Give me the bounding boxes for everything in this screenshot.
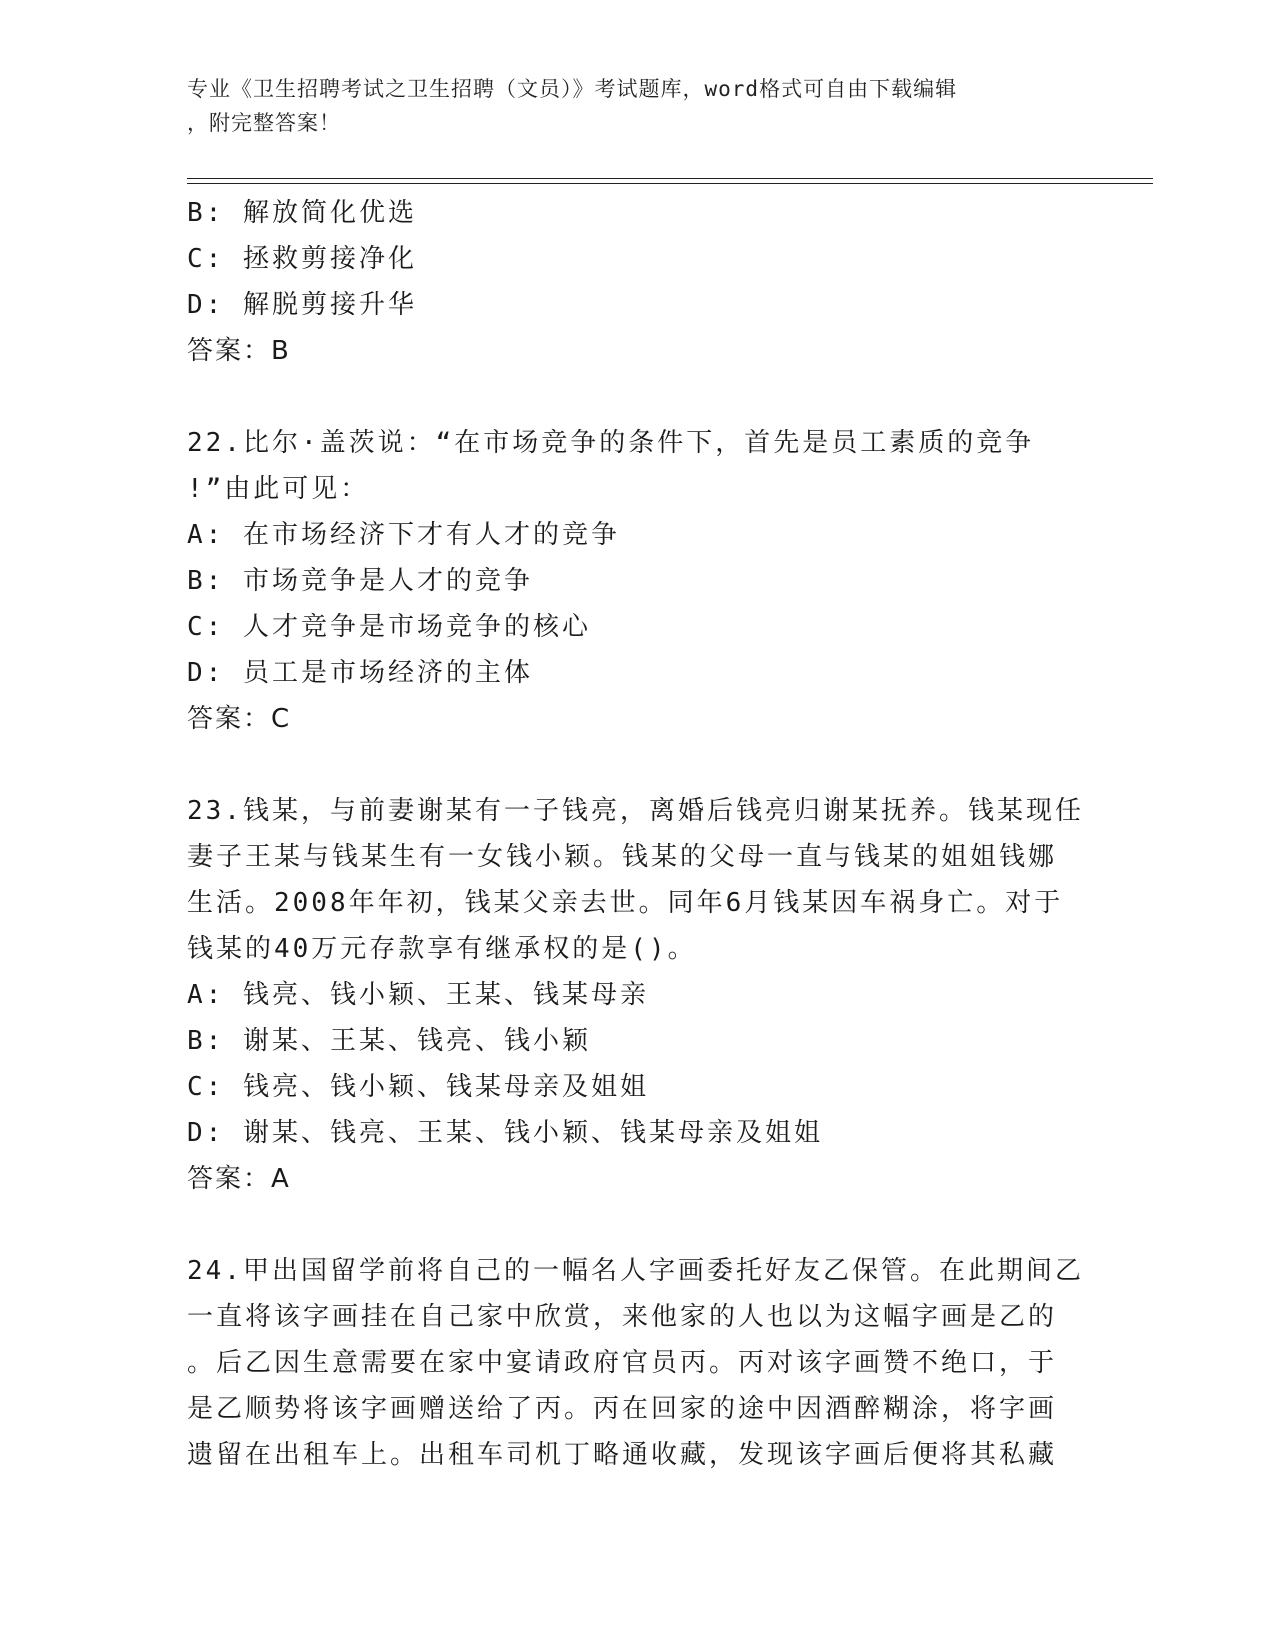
question-23 <box>187 788 1084 1202</box>
question-stem-line: 妻子王某与钱某生有一女钱小颖。钱某的父母一直与钱某的姐姐钱娜 <box>187 842 1058 872</box>
question-stem-line: 23.钱某，与前妻谢某有一子钱亮，离婚后钱亮归谢某抚养。钱某现任 <box>187 796 1084 826</box>
question-stem-line: !”由此可见： <box>187 474 370 504</box>
question-stem-line: 生活。2008年年初，钱某父亲去世。同年6月钱某因车祸身亡。对于 <box>187 888 1064 918</box>
question-stem-line: 是乙顺势将该字画赠送给了丙。丙在回家的途中因酒醉糊涂，将字画 <box>187 1394 1058 1424</box>
question-24 <box>187 1248 1084 1478</box>
question-stem-line: 。后乙因生意需要在家中宴请政府官员丙。丙对该字画赞不绝口，于 <box>187 1348 1058 1378</box>
option-d: D: 解脱剪接升华 <box>187 290 417 320</box>
document-body <box>187 190 1084 1478</box>
option-b: B: 解放简化优选 <box>187 198 417 228</box>
question-stem-line: 22.比尔·盖茨说：“在市场竞争的条件下，首先是员工素质的竞争 <box>187 428 1035 458</box>
answer-line: 答案：C <box>187 704 292 734</box>
question-21-tail <box>187 190 1077 374</box>
question-stem-line: 钱某的40万元存款享有继承权的是()。 <box>187 934 697 964</box>
option-a: A: 在市场经济下才有人才的竞争 <box>187 520 620 550</box>
header-line-2: ，附完整答案！ <box>187 111 341 135</box>
answer-line: 答案：B <box>187 336 291 366</box>
header-divider-top <box>187 178 1153 179</box>
option-d: D: 员工是市场经济的主体 <box>187 658 533 688</box>
question-stem-line: 24.甲出国留学前将自己的一幅名人字画委托好友乙保管。在此期间乙 <box>187 1256 1084 1286</box>
option-b: B: 市场竞争是人才的竞争 <box>187 566 533 596</box>
option-c: C: 钱亮、钱小颖、钱某母亲及姐姐 <box>187 1072 649 1102</box>
header-line-1: 专业《卫生招聘考试之卫生招聘（文员）》考试题库，word格式可自由下载编辑 <box>187 77 958 101</box>
option-c: C: 人才竞争是市场竞争的核心 <box>187 612 591 642</box>
option-c: C: 拯救剪接净化 <box>187 244 417 274</box>
option-b: B: 谢某、王某、钱亮、钱小颖 <box>187 1026 591 1056</box>
question-stem-line: 遗留在出租车上。出租车司机丁略通收藏，发现该字画后便将其私藏 <box>187 1440 1058 1470</box>
answer-line: 答案：A <box>187 1164 291 1194</box>
document-header <box>187 72 1077 140</box>
option-d: D: 谢某、钱亮、王某、钱小颖、钱某母亲及姐姐 <box>187 1118 823 1148</box>
header-divider-bottom <box>187 183 1153 184</box>
option-a: A: 钱亮、钱小颖、王某、钱某母亲 <box>187 980 649 1010</box>
question-22 <box>187 420 1077 742</box>
question-stem-line: 一直将该字画挂在自己家中欣赏，来他家的人也以为这幅字画是乙的 <box>187 1302 1058 1332</box>
